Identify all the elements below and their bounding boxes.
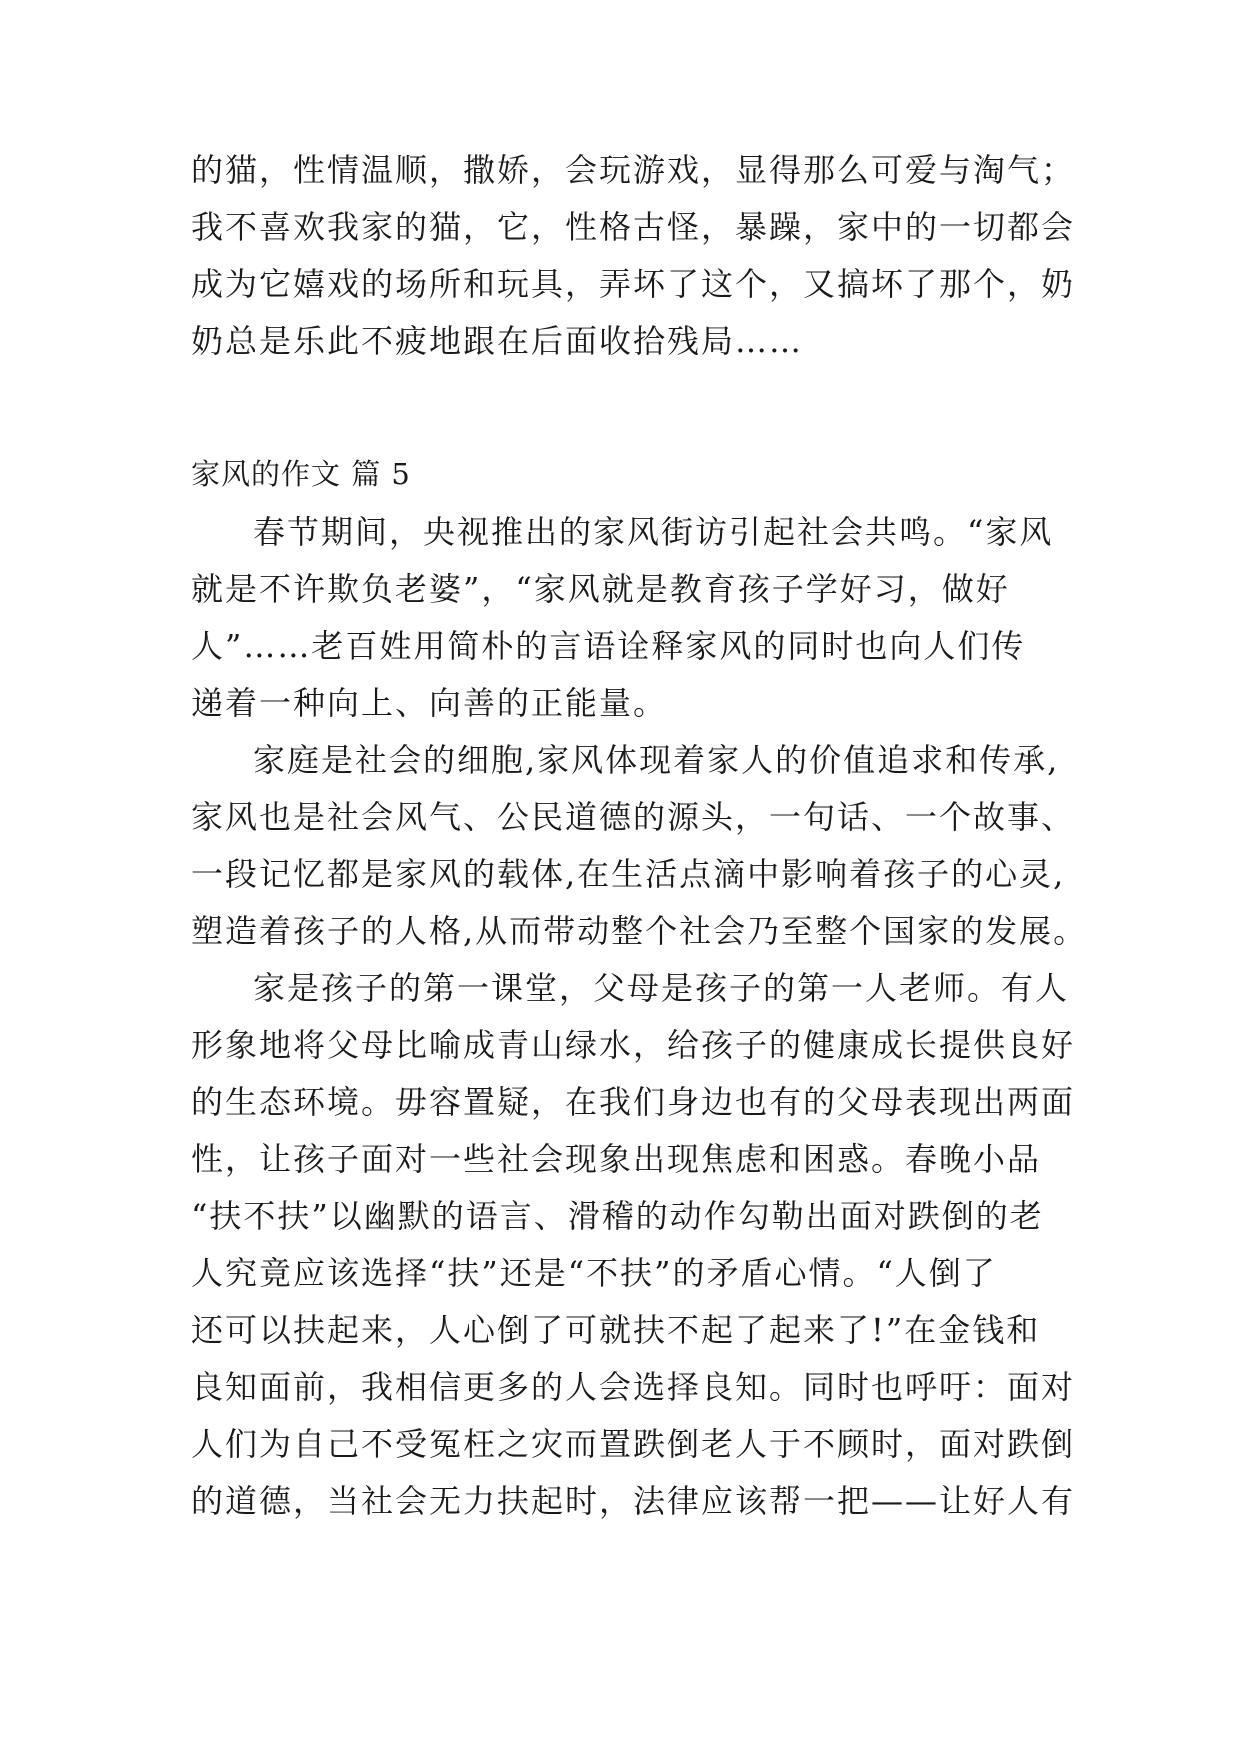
text-line: 递着一种向上、向善的正能量。 [191,684,668,722]
text-line: 良知面前，我相信更多的人会选择良知。同时也呼吁：面对 [191,1368,1076,1406]
text-line: 我不喜欢我家的猫，它，性格古怪，暴躁，家中的一切都会 [191,208,1076,246]
text-line: 一段记忆都是家风的载体,在生活点滴中影响着孩子的心灵, [191,855,1066,893]
text-line: 的道德，当社会无力扶起时，法律应该帮一把——让好人有 [191,1482,1076,1520]
section-heading: 家风的作文 篇 5 [191,457,411,491]
text-line: 的猫，性情温顺，撒娇，会玩游戏，显得那么可爱与淘气； [191,151,1076,189]
text-line: 奶总是乐此不疲地跟在后面收拾残局…… [191,322,804,360]
text-line: 家庭是社会的细胞,家风体现着家人的价值追求和传承, [253,741,1060,779]
text-line: 成为它嬉戏的场所和玩具，弄坏了这个，又搞坏了那个，奶 [191,265,1076,303]
text-line: 还可以扶起来，人心倒了可就扶不起了起来了!”在金钱和 [191,1311,1041,1349]
text-line: 人们为自己不受冤枉之灾而置跌倒老人于不顾时，面对跌倒 [191,1425,1076,1463]
text-line: 家是孩子的第一课堂，父母是孩子的第一人老师。有人 [253,969,1070,1007]
text-line: 家风也是社会风气、公民道德的源头，一句话、一个故事、 [191,798,1076,836]
text-line: 性，让孩子面对一些社会现象出现焦虑和困惑。春晚小品 [191,1140,1042,1178]
text-line: 塑造着孩子的人格,从而带动整个社会乃至整个国家的发展。 [191,912,1088,950]
text-line: 人”……老百姓用简朴的言语诠释家风的同时也向人们传 [191,627,1026,665]
text-line: 就是不许欺负老婆”，“家风就是教育孩子学好习，做好 [191,570,1010,608]
text-line: 人究竟应该选择“扶”还是“不扶”的矛盾心情。“人倒了 [191,1254,997,1292]
text-line: 春节期间，央视推出的家风街访引起社会共鸣。“家风 [253,513,1054,551]
text-line: 形象地将父母比喻成青山绿水，给孩子的健康成长提供良好 [191,1026,1076,1064]
text-line: “扶不扶”以幽默的语言、滑稽的动作勾勒出面对跌倒的老 [191,1197,1044,1235]
text-line: 的生态环境。毋容置疑，在我们身边也有的父母表现出两面 [191,1083,1076,1121]
